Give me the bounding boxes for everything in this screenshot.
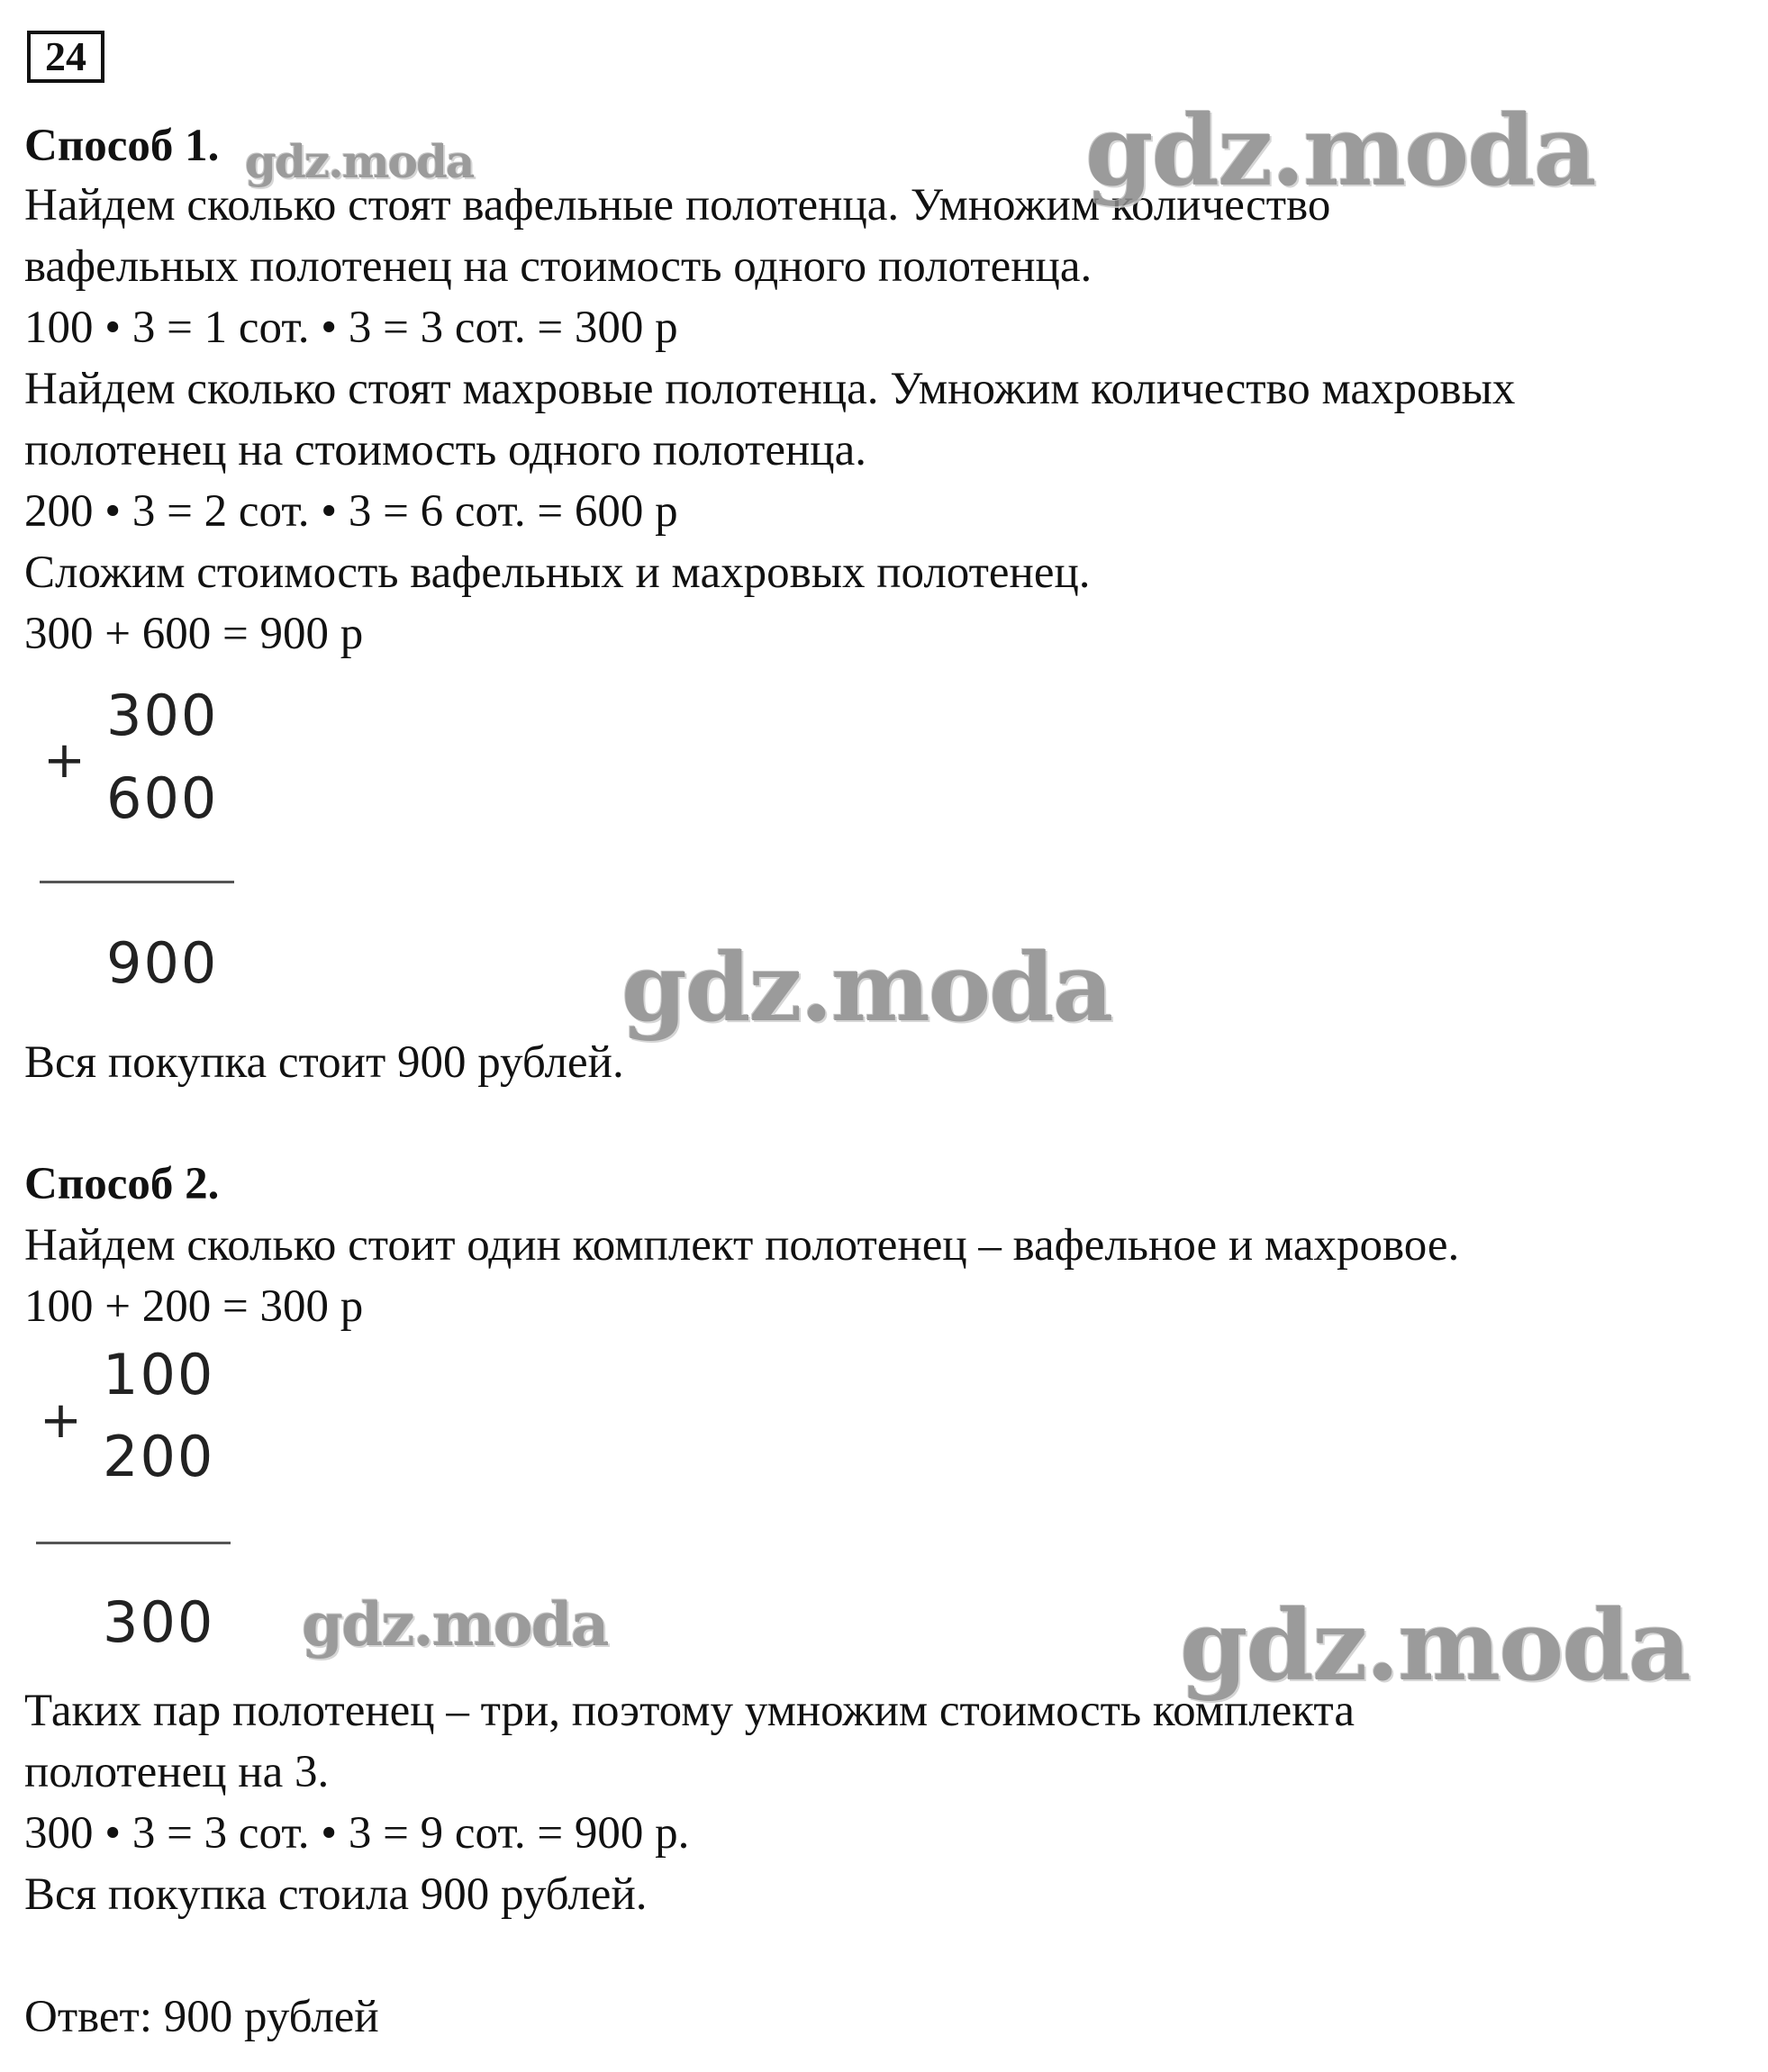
watermark-logo: gdz.moda (621, 932, 1112, 1043)
column-top-number: 300 (106, 683, 219, 748)
method2-after-line-1: Таких пар полотенец – три, поэтому умножим стоимость комплекта (24, 1686, 1355, 1736)
method1-line-4: Найдем сколько стоят махровые полотенца. Умножим количество махровых (24, 364, 1516, 414)
method1-conclusion: Вся покупка стоит 900 рублей. (24, 1037, 624, 1088)
method2-after-line-3: 300 • 3 = 3 сот. • 3 = 9 сот. = 900 р. (24, 1808, 690, 1859)
column-plus-sign: + (43, 731, 86, 790)
watermark-logo: gdz.moda (1180, 1589, 1690, 1703)
method1-line-7: Сложим стоимость вафельных и махровых полотенец. (24, 547, 1091, 598)
watermark-logo: gdz.moda (302, 1589, 608, 1660)
method1-line-8: 300 + 600 = 900 р (24, 609, 364, 659)
method1-line-6: 200 • 3 = 2 сот. • 3 = 6 сот. = 600 р (24, 486, 678, 537)
column-result-number: 300 (103, 1589, 215, 1655)
method2-heading: Способ 2. (24, 1159, 220, 1209)
method2-after-line-4: Вся покупка стоила 900 рублей. (24, 1869, 648, 1920)
method2-after-line-2: полотенец на 3. (24, 1747, 330, 1797)
method1-line-3: 100 • 3 = 1 сот. • 3 = 3 сот. = 300 р (24, 303, 678, 353)
task-number-badge: 24 (27, 31, 104, 83)
answer-line: Ответ: 900 рублей (24, 1992, 379, 2042)
column-bottom-number: 600 (106, 765, 219, 831)
column-plus-sign: + (40, 1391, 82, 1450)
method1-line-5: полотенец на стоимость одного полотенца. (24, 425, 866, 475)
watermark-logo: gdz.moda (1085, 95, 1595, 208)
method1-line-1: Найдем сколько стоят вафельные полотенца. Умножим количество (24, 180, 1331, 231)
column-bottom-number: 200 (103, 1424, 215, 1489)
watermark-logo: gdz.moda (245, 135, 474, 188)
column-sum-line (40, 881, 234, 883)
method1-heading: Способ 1. (24, 121, 220, 171)
column-top-number: 100 (103, 1342, 215, 1407)
column-result-number: 900 (106, 930, 219, 996)
method1-line-2: вафельных полотенец на стоимость одного полотенца. (24, 241, 1093, 292)
method2-line-2: 100 + 200 = 300 р (24, 1281, 364, 1332)
column-sum-line (36, 1542, 231, 1544)
method2-line-1: Найдем сколько стоит один комплект полотенец – вафельное и махровое. (24, 1220, 1460, 1271)
